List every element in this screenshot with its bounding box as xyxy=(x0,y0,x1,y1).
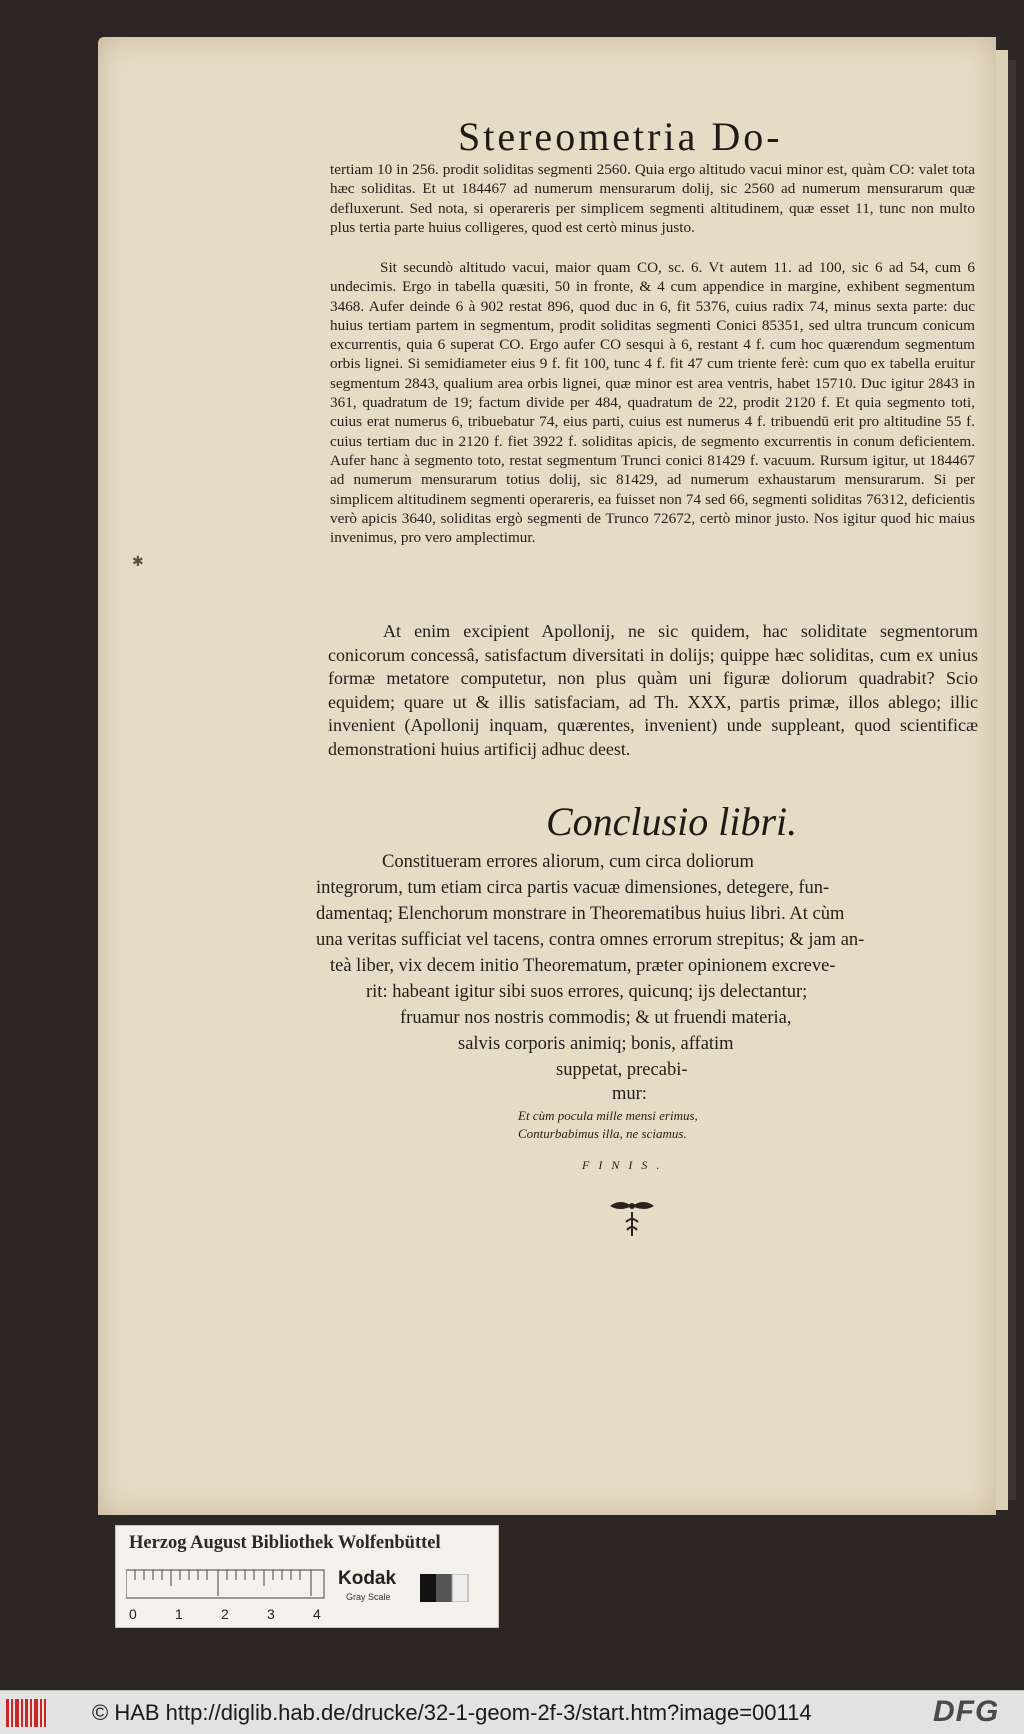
dfg-logo: DFG xyxy=(933,1695,1000,1728)
scale-ruler xyxy=(126,1566,326,1600)
barcode-icon xyxy=(6,1699,46,1727)
margin-mark: ✱ xyxy=(132,554,144,570)
library-label: Herzog August Bibliothek Wolfenbüttel xyxy=(129,1533,441,1553)
book-gutter xyxy=(1008,60,1016,1500)
verse-line: Et cùm pocula mille mensi erimus, xyxy=(518,1108,698,1123)
conclusion-line: suppetat, precabi- xyxy=(556,1060,688,1080)
running-head: Stereometria Do- xyxy=(458,114,783,159)
gray-scale-swatches xyxy=(420,1574,470,1602)
footer-bar xyxy=(0,1690,1024,1734)
verse-line: Conturbabimus illa, ne sciamus. xyxy=(518,1126,687,1141)
conclusion-line: mur: xyxy=(612,1084,647,1104)
color-target-card xyxy=(115,1525,499,1628)
conclusion-line: Constitueram errores aliorum, cum circa doliorum xyxy=(382,852,754,872)
conclusion-line: damentaq; Elenchorum monstrare in Theorematibus huius libri. At cùm xyxy=(316,904,845,924)
paragraph-1: tertiam 10 in 256. prodit soliditas segmenti 2560. Quia ergo altitudo vacui minor est, quàm CO: valet tota hæc soliditas. Et ut 184467 ad numerum mensurarum dolij, sic 2560 ad numerum mensurarum quæ defluxerunt. Sed nota, si operareris per simplicem segmenti altitudinem, quæ esset 11, tunc non multo plus tertia parte huius colligeres, quod est certò minus justo. xyxy=(330,161,975,236)
paragraph-2: Sit secundò altitudo vacui, maior quam CO, sc. 6. Vt autem 11. ad 100, sic 6 ad 54, cum 6 undecimis. Ergo in tabella quæsiti, 50 in fronte, & 4 cum appendice in margine, exhibent segmentum 3468. Aufer deinde 6 à 902 restat 896, quod duc in 6, fit 5376, cuius radix 74, minus sexta parte: duc huius tertiam partem in segmentum, prodit soliditas segmenti Conici 85351, sed ultra truncum conicum excurrentis, quia 6 superat CO. Ergo aufer CO sesqui à 6, restant 4 f. cum hoc quærendum segmentum orbis lignei. Si semidiameter eius 9 f. fit 100, tunc 4 f. fit 47 cum triente ferè: cum quo ex tabella eruitur segmentum 2843, qualium area orbis lignei, quæ minor est area ventris, habet 15710. Duc igitur 2843 in 361, quadratum de 19; factum divide per 484, quadratum de 22, prodit 2120 f. Et quia segmento toti, cuius erat numerus 6, tribuebatur 74, eius parti, cuius est numerus 4 f. tribuendū erit pro altitudine 55 f. cuius tertiam duc in 2120 f. fiet 3922 f. soliditas apicis, de segmento excurrentis in conum deficientem. Aufer hanc à segmento toto, restat segmentum Trunci conici 81429 f. vacuum. Rursum igitur, ut 184467 ad numerum mensurarum totius dolij, sic 81429, ad numerum exhaustarum mensurarum. Si per simplicem altitudinem segmenti operareris, ea fuisset non 74 sed 66, segmenti soliditas 76312, deficientis verò apicis 3640, soliditas ergò segmenti de Trunco 72672, certò minor justo. Nos igitur quod hic maius invenimus, pro vero amplectimur. xyxy=(330,259,975,547)
ruler-number: 1 xyxy=(175,1606,183,1622)
conclusion-line: salvis corporis animiq; bonis, affatim xyxy=(458,1034,734,1054)
conclusion-line: integrorum, tum etiam circa partis vacuæ dimensiones, detegere, fun- xyxy=(316,878,830,898)
ruler-number: 3 xyxy=(267,1606,275,1622)
conclusion-line: fruamur nos nostris commodis; & ut fruendi materia, xyxy=(400,1008,792,1028)
ruler-number: 2 xyxy=(221,1606,229,1622)
finis-label: FINIS. xyxy=(582,1158,669,1172)
grayscale-label: Gray Scale xyxy=(346,1592,391,1602)
tailpiece-ornament xyxy=(606,1196,658,1242)
paragraph-3: At enim excipient Apollonij, ne sic quidem, hac soliditate segmentorum conicorum concessâ, satisfactum diversitati in dolijs; quippe hæc soliditas, cum ex unius formæ metatore computetur, non plus quàm uni figuræ doliorum quadrabit? Scio equidem; quare ut & illis satisfaciam, ad Th. XXX, partis primæ, illos ablego; illic invenient (Apollonij inquam, quærentes, invenient) unde suppleant, quod scientificæ demonstrationi huius artificij adhuc deest. xyxy=(328,621,978,759)
kodak-label: Kodak xyxy=(338,1568,397,1589)
conclusion-line: teà liber, vix decem initio Theorematum, præter opinionem excreve- xyxy=(330,956,836,976)
conclusion-line: una veritas sufficiat vel tacens, contra omnes errorum strepitus; & jam an- xyxy=(316,930,865,950)
conclusion-title: Conclusio libri. xyxy=(546,799,798,844)
source-url-text: © HAB http://diglib.hab.de/drucke/32-1-geom-2f-3/start.htm?image=00114 xyxy=(92,1700,812,1725)
conclusion-line: rit: habeant igitur sibi suos errores, quicunq; ijs delectantur; xyxy=(366,982,808,1002)
ruler-number: 0 xyxy=(129,1606,137,1622)
next-page-edge xyxy=(996,50,1008,1510)
ruler-number: 4 xyxy=(313,1606,321,1622)
